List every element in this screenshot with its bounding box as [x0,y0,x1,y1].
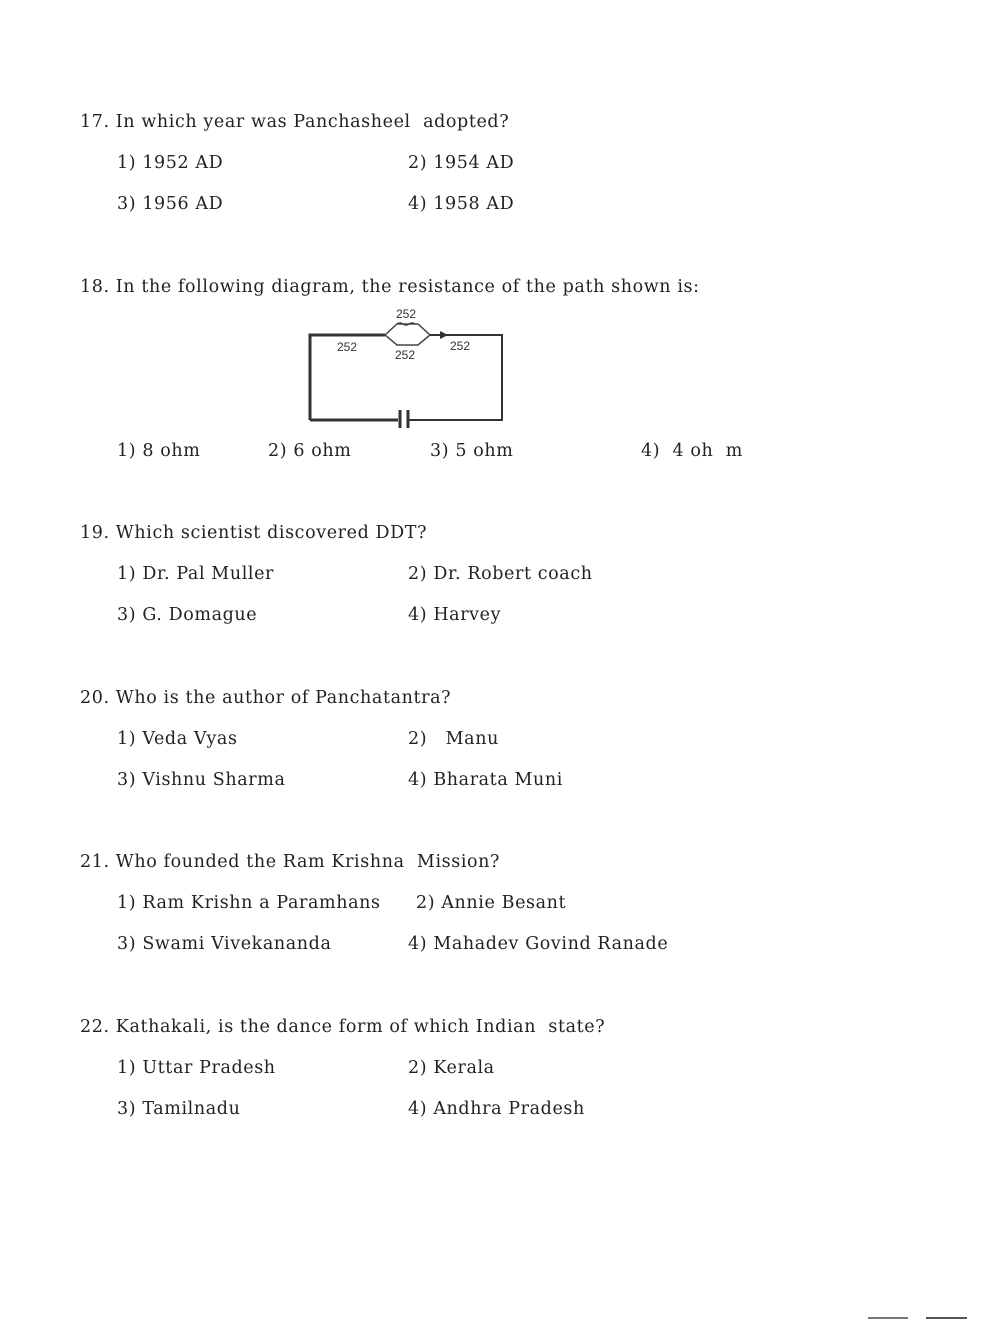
question-18: 18. In the following diagram, the resistance of the path shown is: [80,277,700,297]
option: 2) 6 ohm [268,441,352,461]
question-19: 19. Which scientist discovered DDT? [80,523,428,543]
option: 4) 1958 AD [408,194,515,214]
resistor-label: 252 [450,339,471,353]
option: 3) 5 ohm [430,441,514,461]
option: 2) Annie Besant [416,893,567,913]
option: 1) 1952 AD [117,153,224,173]
option: 1) Uttar Pradesh [117,1058,276,1078]
option: 3) 1956 AD [117,194,224,214]
question-17: 17. In which year was Panchasheel adopted? [80,112,510,132]
circuit-diagram [300,300,520,430]
question-21: 21. Who founded the Ram Krishna Mission? [80,852,500,872]
option: 4) Harvey [408,605,502,625]
resistor-label: 252 [395,348,416,362]
option: 4) 4 oh m [641,441,743,461]
option: 3) Vishnu Sharma [117,770,286,790]
option: 1) Ram Krishn a Paramhans [117,893,381,913]
option: 4) Andhra Pradesh [408,1099,585,1119]
option: 4) Bharata Muni [408,770,563,790]
option: 1) 8 ohm [117,441,201,461]
question-20: 20. Who is the author of Panchatantra? [80,688,452,708]
question-22: 22. Kathakali, is the dance form of which Indian state? [80,1017,606,1037]
footer-rule [926,1317,967,1319]
option: 3) G. Domague [117,605,258,625]
option: 1) Dr. Pal Muller [117,564,275,584]
resistor-label: 252 [337,340,358,354]
option: 2) Manu [408,729,499,749]
footer-rule [868,1317,908,1319]
option: 2) 1954 AD [408,153,515,173]
option: 2) Kerala [408,1058,495,1078]
option: 3) Swami Vivekananda [117,934,332,954]
resistor-label: 252 [396,307,417,321]
option: 1) Veda Vyas [117,729,238,749]
option: 3) Tamilnadu [117,1099,241,1119]
option: 4) Mahadev Govind Ranade [408,934,669,954]
option: 2) Dr. Robert coach [408,564,593,584]
